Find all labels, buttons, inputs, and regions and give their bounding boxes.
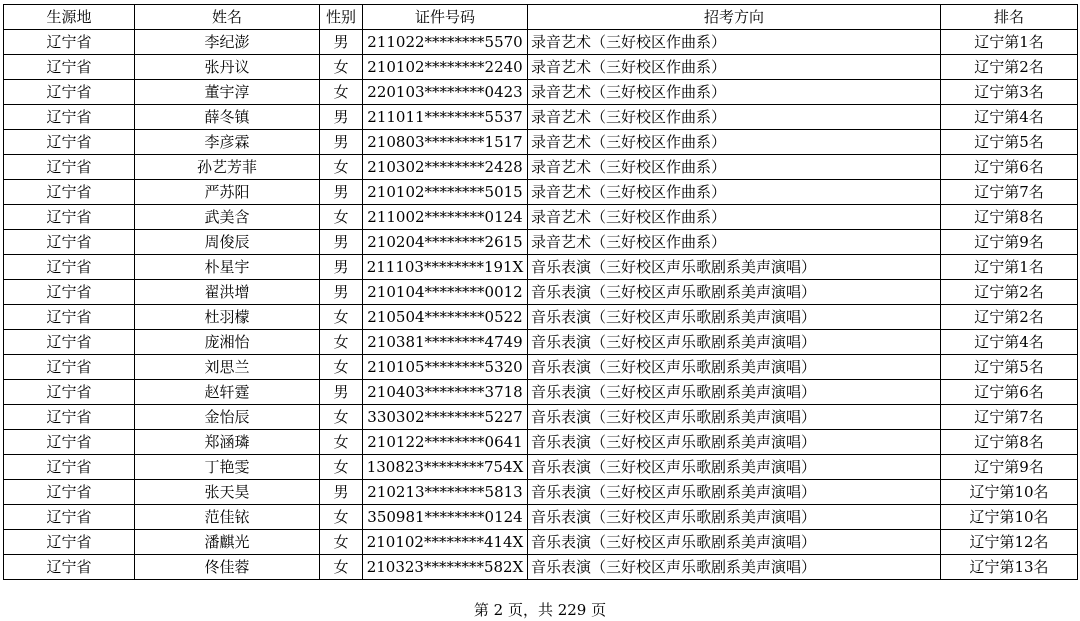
cell-origin: 辽宁省 bbox=[4, 305, 135, 330]
cell-gender: 女 bbox=[320, 55, 363, 80]
cell-gender: 男 bbox=[320, 180, 363, 205]
cell-major: 音乐表演（三好校区声乐歌剧系美声演唱） bbox=[528, 555, 941, 580]
cell-gender: 男 bbox=[320, 280, 363, 305]
cell-origin: 辽宁省 bbox=[4, 480, 135, 505]
cell-rank: 辽宁第10名 bbox=[941, 480, 1078, 505]
cell-rank: 辽宁第8名 bbox=[941, 430, 1078, 455]
table-row bbox=[4, 330, 1078, 355]
cell-major: 音乐表演（三好校区声乐歌剧系美声演唱） bbox=[528, 280, 941, 305]
table-row bbox=[4, 430, 1078, 455]
cell-major: 音乐表演（三好校区声乐歌剧系美声演唱） bbox=[528, 380, 941, 405]
table-header bbox=[4, 5, 1078, 30]
header-gender: 性别 bbox=[320, 5, 363, 30]
cell-id-number: 211011********5537 bbox=[363, 105, 528, 130]
table-row bbox=[4, 405, 1078, 430]
cell-rank: 辽宁第4名 bbox=[941, 105, 1078, 130]
cell-id-number: 130823********754X bbox=[363, 455, 528, 480]
header-name: 姓名 bbox=[135, 5, 320, 30]
table-row bbox=[4, 105, 1078, 130]
cell-gender: 女 bbox=[320, 530, 363, 555]
table-row bbox=[4, 130, 1078, 155]
cell-rank: 辽宁第5名 bbox=[941, 355, 1078, 380]
cell-rank: 辽宁第9名 bbox=[941, 455, 1078, 480]
cell-id-number: 210102********414X bbox=[363, 530, 528, 555]
cell-major: 录音艺术（三好校区作曲系） bbox=[528, 155, 941, 180]
cell-gender: 女 bbox=[320, 80, 363, 105]
cell-name: 潘麒光 bbox=[135, 530, 320, 555]
cell-id-number: 210102********5015 bbox=[363, 180, 528, 205]
cell-gender: 男 bbox=[320, 480, 363, 505]
cell-name: 严苏阳 bbox=[135, 180, 320, 205]
cell-id-number: 210102********2240 bbox=[363, 55, 528, 80]
cell-rank: 辽宁第7名 bbox=[941, 405, 1078, 430]
cell-rank: 辽宁第7名 bbox=[941, 180, 1078, 205]
cell-major: 音乐表演（三好校区声乐歌剧系美声演唱） bbox=[528, 405, 941, 430]
cell-gender: 男 bbox=[320, 130, 363, 155]
cell-rank: 辽宁第1名 bbox=[941, 30, 1078, 55]
table-row bbox=[4, 155, 1078, 180]
table-row bbox=[4, 480, 1078, 505]
cell-rank: 辽宁第6名 bbox=[941, 155, 1078, 180]
header-row bbox=[4, 5, 1078, 30]
cell-origin: 辽宁省 bbox=[4, 155, 135, 180]
cell-origin: 辽宁省 bbox=[4, 30, 135, 55]
cell-name: 朴星宇 bbox=[135, 255, 320, 280]
table-row bbox=[4, 305, 1078, 330]
cell-name: 金怡辰 bbox=[135, 405, 320, 430]
cell-gender: 男 bbox=[320, 230, 363, 255]
cell-origin: 辽宁省 bbox=[4, 230, 135, 255]
cell-origin: 辽宁省 bbox=[4, 55, 135, 80]
cell-rank: 辽宁第12名 bbox=[941, 530, 1078, 555]
cell-major: 音乐表演（三好校区声乐歌剧系美声演唱） bbox=[528, 455, 941, 480]
cell-name: 佟佳蓉 bbox=[135, 555, 320, 580]
cell-gender: 女 bbox=[320, 330, 363, 355]
cell-major: 音乐表演（三好校区声乐歌剧系美声演唱） bbox=[528, 530, 941, 555]
table-row bbox=[4, 205, 1078, 230]
cell-name: 李纪澎 bbox=[135, 30, 320, 55]
cell-rank: 辽宁第10名 bbox=[941, 505, 1078, 530]
cell-major: 音乐表演（三好校区声乐歌剧系美声演唱） bbox=[528, 480, 941, 505]
cell-major: 音乐表演（三好校区声乐歌剧系美声演唱） bbox=[528, 355, 941, 380]
cell-origin: 辽宁省 bbox=[4, 405, 135, 430]
cell-major: 录音艺术（三好校区作曲系） bbox=[528, 130, 941, 155]
cell-major: 音乐表演（三好校区声乐歌剧系美声演唱） bbox=[528, 430, 941, 455]
cell-origin: 辽宁省 bbox=[4, 105, 135, 130]
cell-major: 录音艺术（三好校区作曲系） bbox=[528, 80, 941, 105]
cell-origin: 辽宁省 bbox=[4, 280, 135, 305]
cell-origin: 辽宁省 bbox=[4, 380, 135, 405]
cell-id-number: 211002********0124 bbox=[363, 205, 528, 230]
cell-major: 音乐表演（三好校区声乐歌剧系美声演唱） bbox=[528, 255, 941, 280]
cell-gender: 男 bbox=[320, 105, 363, 130]
cell-origin: 辽宁省 bbox=[4, 530, 135, 555]
table-row bbox=[4, 355, 1078, 380]
table-row bbox=[4, 505, 1078, 530]
table-row bbox=[4, 280, 1078, 305]
cell-major: 录音艺术（三好校区作曲系） bbox=[528, 205, 941, 230]
cell-name: 董宇淳 bbox=[135, 80, 320, 105]
cell-major: 音乐表演（三好校区声乐歌剧系美声演唱） bbox=[528, 505, 941, 530]
cell-rank: 辽宁第5名 bbox=[941, 130, 1078, 155]
cell-origin: 辽宁省 bbox=[4, 355, 135, 380]
table-row bbox=[4, 455, 1078, 480]
page-number: 第 2 页，共 229 页 bbox=[473, 601, 607, 619]
cell-major: 音乐表演（三好校区声乐歌剧系美声演唱） bbox=[528, 305, 941, 330]
cell-major: 录音艺术（三好校区作曲系） bbox=[528, 105, 941, 130]
cell-id-number: 210105********5320 bbox=[363, 355, 528, 380]
cell-origin: 辽宁省 bbox=[4, 180, 135, 205]
cell-name: 范佳铱 bbox=[135, 505, 320, 530]
cell-id-number: 210213********5813 bbox=[363, 480, 528, 505]
cell-name: 杜羽檬 bbox=[135, 305, 320, 330]
cell-rank: 辽宁第9名 bbox=[941, 230, 1078, 255]
table-row bbox=[4, 180, 1078, 205]
cell-rank: 辽宁第4名 bbox=[941, 330, 1078, 355]
cell-id-number: 210403********3718 bbox=[363, 380, 528, 405]
cell-gender: 女 bbox=[320, 405, 363, 430]
cell-rank: 辽宁第6名 bbox=[941, 380, 1078, 405]
cell-name: 孙艺芳菲 bbox=[135, 155, 320, 180]
cell-name: 翟洪增 bbox=[135, 280, 320, 305]
cell-name: 薛冬镇 bbox=[135, 105, 320, 130]
table-row bbox=[4, 255, 1078, 280]
cell-gender: 女 bbox=[320, 355, 363, 380]
cell-id-number: 210122********0641 bbox=[363, 430, 528, 455]
cell-id-number: 210504********0522 bbox=[363, 305, 528, 330]
cell-origin: 辽宁省 bbox=[4, 455, 135, 480]
cell-gender: 男 bbox=[320, 30, 363, 55]
table-row bbox=[4, 530, 1078, 555]
cell-id-number: 350981********0124 bbox=[363, 505, 528, 530]
cell-id-number: 210803********1517 bbox=[363, 130, 528, 155]
cell-rank: 辽宁第2名 bbox=[941, 55, 1078, 80]
cell-rank: 辽宁第8名 bbox=[941, 205, 1078, 230]
cell-id-number: 210381********4749 bbox=[363, 330, 528, 355]
cell-name: 丁艳雯 bbox=[135, 455, 320, 480]
cell-id-number: 210104********0012 bbox=[363, 280, 528, 305]
cell-gender: 男 bbox=[320, 255, 363, 280]
cell-name: 刘思兰 bbox=[135, 355, 320, 380]
cell-rank: 辽宁第3名 bbox=[941, 80, 1078, 105]
cell-origin: 辽宁省 bbox=[4, 505, 135, 530]
cell-origin: 辽宁省 bbox=[4, 430, 135, 455]
cell-major: 录音艺术（三好校区作曲系） bbox=[528, 55, 941, 80]
table-row bbox=[4, 380, 1078, 405]
header-id-number: 证件号码 bbox=[363, 5, 528, 30]
table-row bbox=[4, 555, 1078, 580]
cell-id-number: 330302********5227 bbox=[363, 405, 528, 430]
table-row bbox=[4, 55, 1078, 80]
cell-origin: 辽宁省 bbox=[4, 130, 135, 155]
header-rank: 排名 bbox=[941, 5, 1078, 30]
admission-table bbox=[3, 4, 1078, 580]
cell-name: 周俊辰 bbox=[135, 230, 320, 255]
cell-major: 录音艺术（三好校区作曲系） bbox=[528, 180, 941, 205]
cell-name: 赵轩霆 bbox=[135, 380, 320, 405]
admission-list bbox=[3, 4, 1077, 580]
cell-origin: 辽宁省 bbox=[4, 555, 135, 580]
cell-rank: 辽宁第2名 bbox=[941, 305, 1078, 330]
cell-origin: 辽宁省 bbox=[4, 255, 135, 280]
cell-name: 郑涵璘 bbox=[135, 430, 320, 455]
cell-gender: 女 bbox=[320, 155, 363, 180]
table-row bbox=[4, 230, 1078, 255]
header-major: 招考方向 bbox=[528, 5, 941, 30]
cell-major: 录音艺术（三好校区作曲系） bbox=[528, 30, 941, 55]
table-body bbox=[4, 30, 1078, 580]
cell-gender: 男 bbox=[320, 380, 363, 405]
cell-origin: 辽宁省 bbox=[4, 330, 135, 355]
header-origin: 生源地 bbox=[4, 5, 135, 30]
cell-id-number: 211022********5570 bbox=[363, 30, 528, 55]
cell-gender: 女 bbox=[320, 205, 363, 230]
cell-name: 张丹议 bbox=[135, 55, 320, 80]
cell-id-number: 210204********2615 bbox=[363, 230, 528, 255]
cell-rank: 辽宁第13名 bbox=[941, 555, 1078, 580]
cell-gender: 女 bbox=[320, 555, 363, 580]
cell-id-number: 220103********0423 bbox=[363, 80, 528, 105]
cell-major: 录音艺术（三好校区作曲系） bbox=[528, 230, 941, 255]
cell-id-number: 211103********191X bbox=[363, 255, 528, 280]
cell-origin: 辽宁省 bbox=[4, 205, 135, 230]
table-row bbox=[4, 30, 1078, 55]
cell-rank: 辽宁第1名 bbox=[941, 255, 1078, 280]
cell-gender: 女 bbox=[320, 505, 363, 530]
cell-name: 李彦霖 bbox=[135, 130, 320, 155]
cell-name: 武美含 bbox=[135, 205, 320, 230]
cell-origin: 辽宁省 bbox=[4, 80, 135, 105]
cell-name: 庞湘怡 bbox=[135, 330, 320, 355]
table-row bbox=[4, 80, 1078, 105]
cell-rank: 辽宁第2名 bbox=[941, 280, 1078, 305]
cell-gender: 女 bbox=[320, 305, 363, 330]
cell-gender: 女 bbox=[320, 455, 363, 480]
cell-id-number: 210302********2428 bbox=[363, 155, 528, 180]
cell-major: 音乐表演（三好校区声乐歌剧系美声演唱） bbox=[528, 330, 941, 355]
cell-gender: 女 bbox=[320, 430, 363, 455]
cell-name: 张天昊 bbox=[135, 480, 320, 505]
cell-id-number: 210323********582X bbox=[363, 555, 528, 580]
